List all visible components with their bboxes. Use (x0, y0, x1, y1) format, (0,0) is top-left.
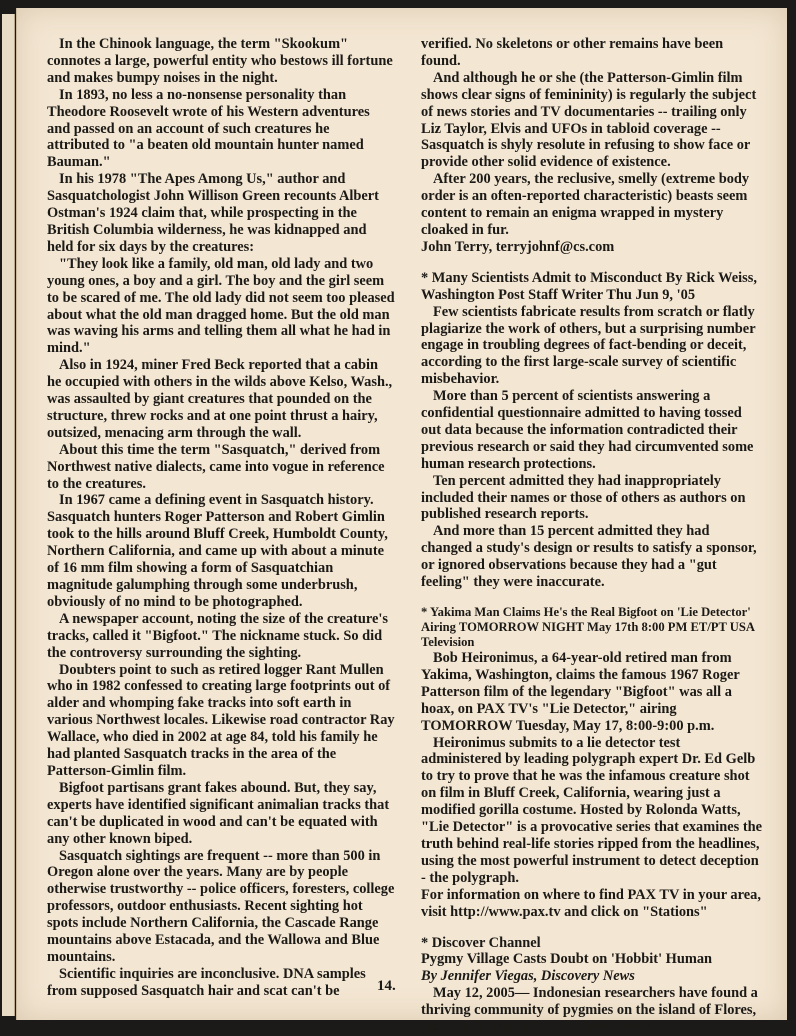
article-title: Pygmy Village Casts Doubt on 'Hobbit' Human (421, 951, 713, 968)
paragraph: Sasquatch sightings are frequent -- more than 500 in Oregon alone over the years. Many are by people otherwise trustworthy -- police officers, foresters, college professors, outdoor enthusiasts. Recent sighting hot spots include Northern California, the Cascade Range mountains above Estacada, and the Wallowa and Blue mountains. (47, 847, 395, 965)
paragraph: Also in 1924, miner Fred Beck reported that a cabin he occupied with others in the wilds above Kelso, Wash., was assaulted by giant creatures that pounded on the structure, threw rocks and at one point thrust a hairy, outsized, menacing arm through the wall. (47, 357, 393, 441)
paragraph: In 1893, no less a no-nonsense personality than Theodore Roosevelt wrote of his Western adventures and passed on an account of such creatures he attributed to "a beaten old mountain hunter named Bauman." (47, 86, 370, 171)
article-heading: * Yakima Man Claims He's the Real Bigfoot on 'Lie Detector' Airing TOMORROW NIGHT May 17th 8:00 PM ET/PT USA Television (421, 605, 755, 649)
article-heading: * Discover Channel (421, 934, 541, 951)
page-stack (0, 2, 790, 1036)
paragraph: Bigfoot partisans grant fakes abound. But, they say, experts have identified significant animalian tracks that can't be duplicated in wood and can't be equated with any other known biped. (47, 779, 390, 847)
paragraph: A newspaper account, noting the size of the creature's tracks, called it "Bigfoot." The nickname stuck. So did the controversy surrounding the sighting. (47, 610, 388, 661)
paragraph: About this time the term "Sasquatch," derived from Northwest native dialects, came into vogue in reference to the creatures. (47, 441, 385, 492)
page-number: 14. (377, 978, 396, 994)
paragraph: After 200 years, the reclusive, smelly (extreme body order is an often-reported characteristic) beasts seem content to remain an enigma wrapped in mystery cloaked in fur. (421, 171, 750, 238)
continuation-paragraph: verified. No skeletons or other remains have been found. (421, 36, 724, 69)
paragraph: And although he or she (the Patterson-Gimlin film shows clear signs of femininity) is regularly the subject of news stories and TV documentaries -- trailing only Liz Taylor, Elvis and UFOs in tabloid coverage -- Sasquatch is shyly resolute in refusing to show face or provide other solid evidence of existence. (421, 69, 757, 171)
article-heading: * Many Scientists Admit to Misconduct By Rick Weiss, Washington Post Staff Writer Thu Jun 9, '05 (421, 269, 757, 303)
spacer (421, 256, 763, 270)
paragraph: Doubters point to such as retired logger Rant Mullen who in 1982 confessed to creating large footprints out of alder and whomping fake tracks into soft earth in various Northwest locales. Likewise road contractor Ray Wallace, who died in 2002 at age 84, told his family he had planted Sasquatch tracks in the area of the Patterson-Gimlin film. (47, 661, 395, 779)
paragraph: Few scientists fabricate results from scratch or flatly plagiarize the work of others, but a surprising number engage in troubling degrees of fact-bending or deceit, according to the first large-scale survey of scientific misbehavior. (421, 303, 756, 388)
quote-paragraph: "They look like a family, old man, old lady and two young ones, a boy and a girl. The boy and the girl seem to be scared of me. The old lady did not seem too pleased about what the old man dragged home. But the old man was waving his arms and telling them all what he had in mind." (47, 255, 395, 357)
paragraph: Scientific inquiries are inconclusive. DNA samples from supposed Sasquatch hair and scat can't be (47, 965, 366, 999)
page-edge (10, 14, 15, 1016)
paragraph: In his 1978 "The Apes Among Us," author and Sasquatchologist John Willison Green recounts Albert Ostman's 1924 claim that, while prospecting in the British Columbia wilderness, he was kidnapped and held for six days by the creatures: (47, 171, 379, 255)
paragraph: In 1967 came a defining event in Sasquatch history. Sasquatch hunters Roger Patterson and Robert Gimlin took to the hills around Bluff Creek, Humboldt County, Northern California, and came up with about a minute of 16 mm film showing a form of Sasquatchian magnitude galumphing through some underbrush, obviously of no mind to be photographed. (47, 492, 388, 610)
paragraph: More than 5 percent of scientists answering a confidential questionnaire admitted to having tossed out data because the information contradicted their previous research or said they had circumvented some human research protections. (421, 388, 754, 472)
paragraph: Ten percent admitted they had inappropriately included their names or those of others as authors on published research reports. (421, 472, 746, 523)
spacer (421, 921, 763, 935)
right-column (421, 36, 763, 1036)
spacer (421, 591, 763, 605)
paragraph: And more than 15 percent admitted they had changed a study's design or results to satisfy a sponsor, or ignored observations because they had a "gut feeling" they were inaccurate. (421, 523, 757, 591)
magazine-page (16, 8, 787, 1036)
paragraph: In the Chinook language, the term "Skookum" connotes a large, powerful entity who bestows ill fortune and makes bumpy noises in the night. (47, 36, 393, 86)
paragraph: Bob Heironimus, a 64-year-old retired man from Yakima, Washington, claims the famous 1967 Roger Patterson film of the legendary "Bigfoot" was all a hoax, on PAX TV's "Lie Detector," airing TOMORROW Tuesday, May 17, 8:00-9:00 p.m. (421, 650, 740, 734)
paragraph: Heironimus submits to a lie detector test administered by leading polygraph expert Dr. Ed Gelb to try to prove that he was the infamous creature shot on film in Bluff Creek, California, wearing just a modified gorilla costume. Hosted by Rolonda Watts, "Lie Detector" is a provocative series that examines the truth behind real-life stories ripped from the headlines, using the most powerful instrument to detect deception - the polygraph. (421, 734, 763, 886)
article-byline: John Terry, terryjohnf@cs.com (421, 238, 615, 255)
article-byline: By Jennifer Viegas, Discovery News (421, 968, 635, 985)
paragraph: For information on where to find PAX TV in your area, visit http://www.pax.tv and click on "Stations" (421, 886, 761, 920)
paragraph: May 12, 2005— Indonesian researchers have found a thriving community of pygmies on the island of Flores, just over a half mile away from where (421, 985, 758, 1036)
left-column (47, 36, 395, 1000)
